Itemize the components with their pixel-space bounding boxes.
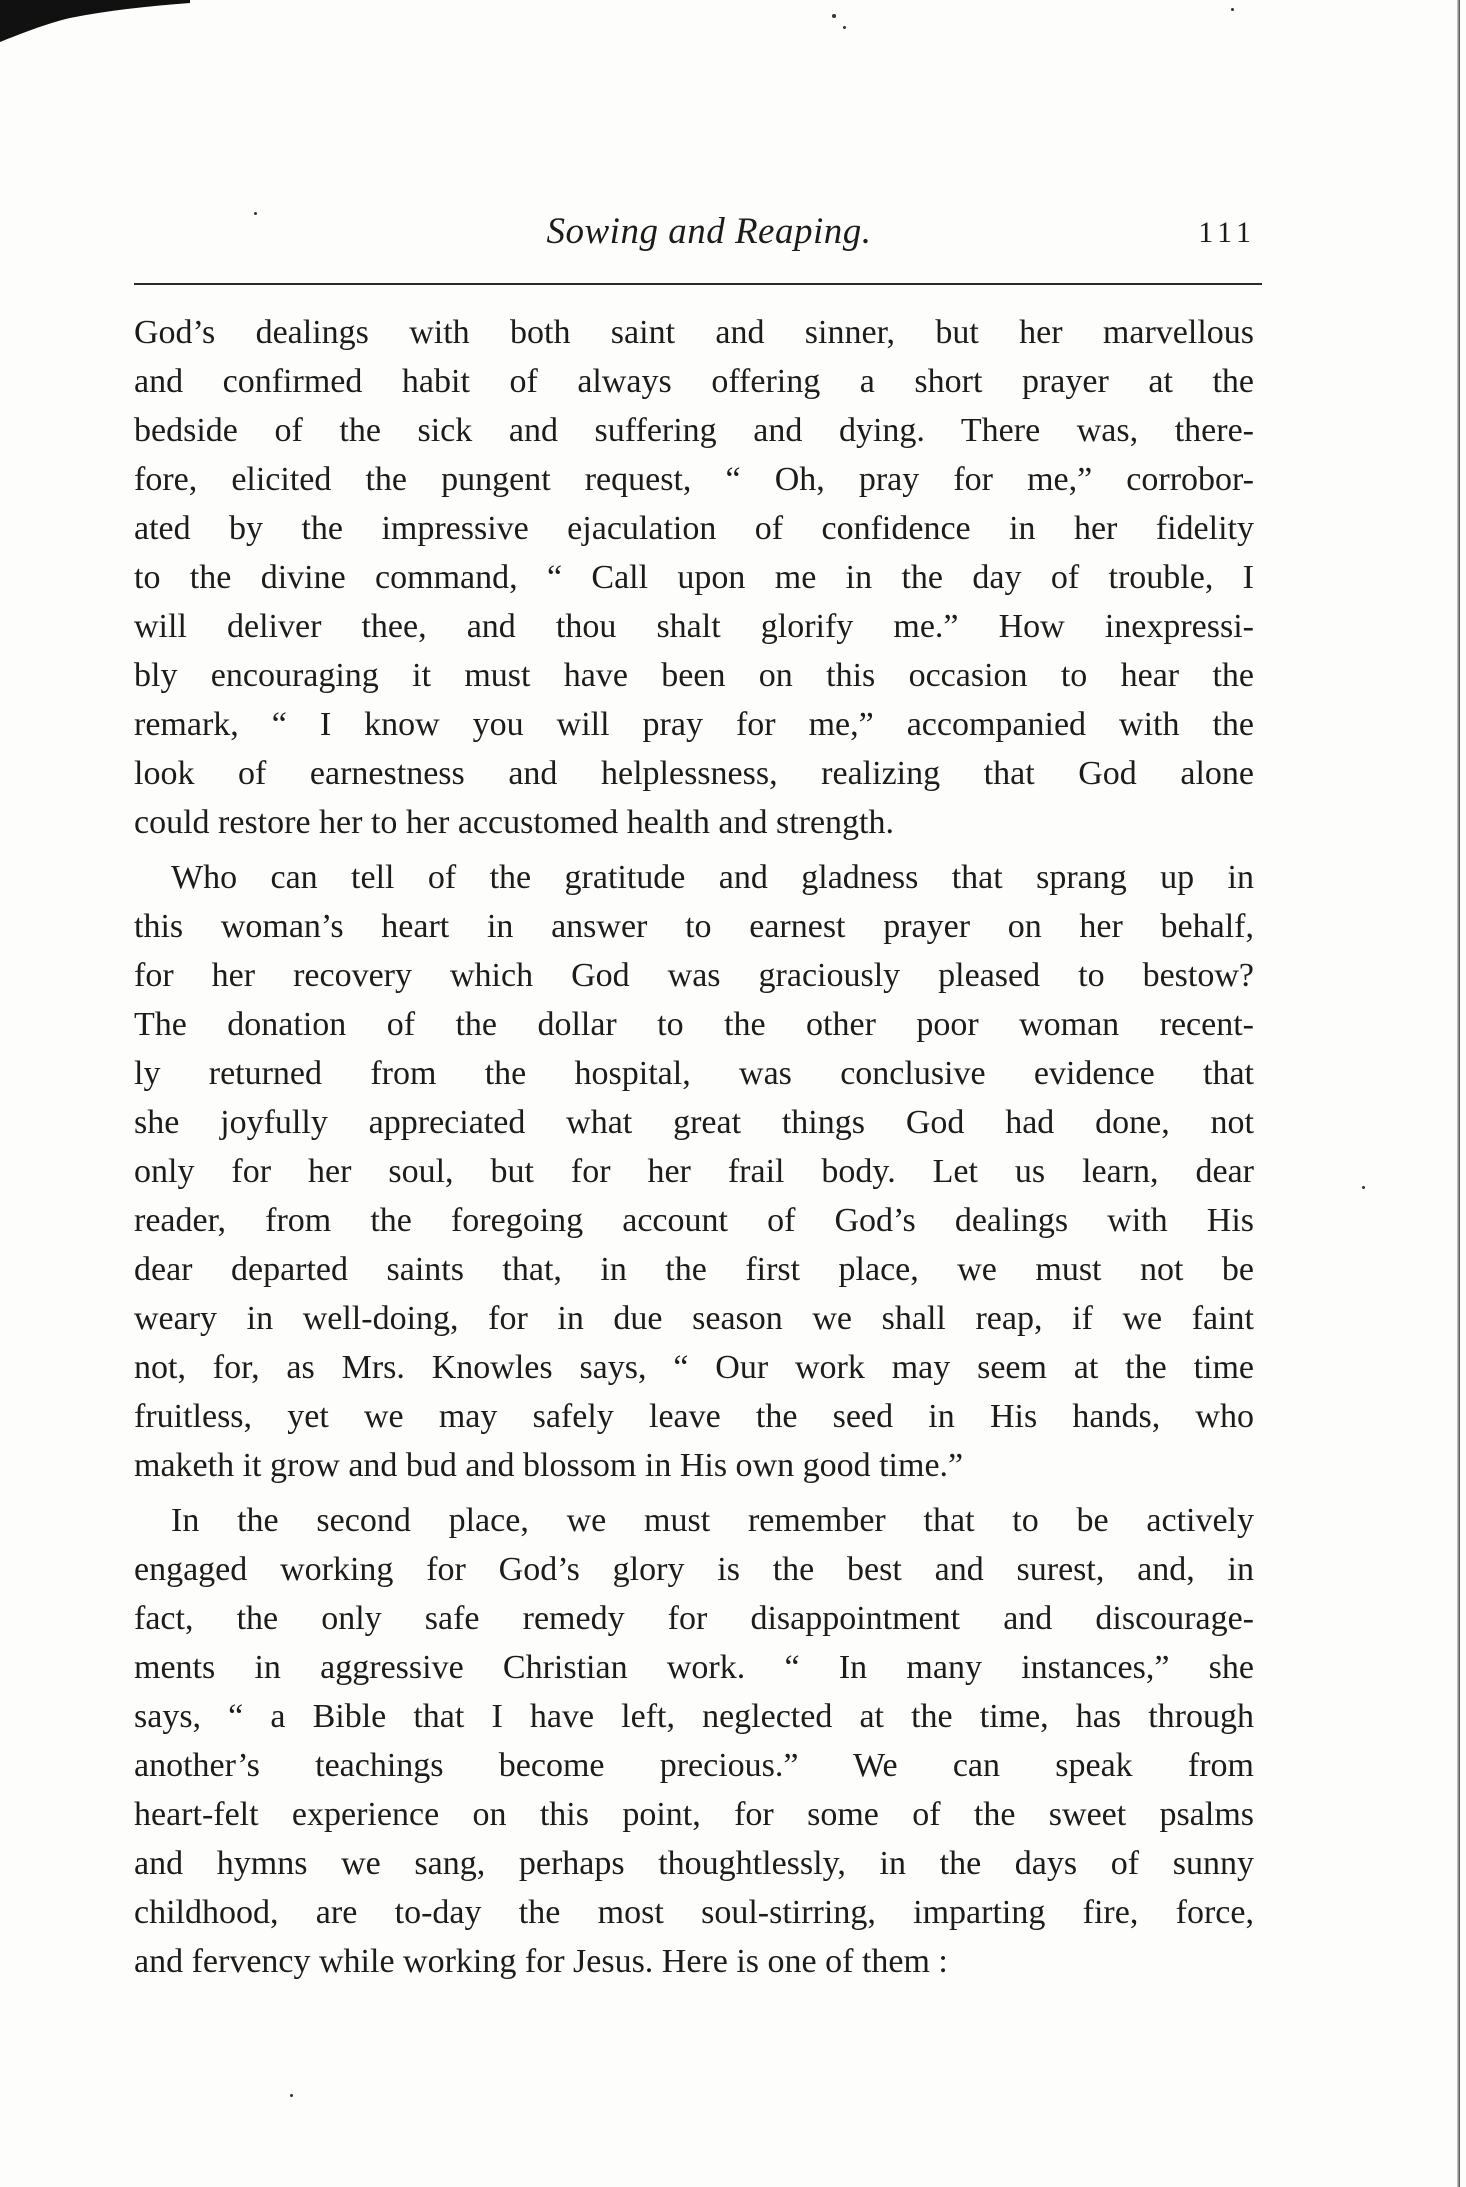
text-line: engaged working for God’s glory is the best and surest, and, in [134,1551,1254,1588]
running-title: Sowing and Reaping. [546,211,872,252]
text-line: another’s teachings become precious.” We can speak from [134,1747,1254,1784]
text-line: weary in well-doing, for in due season we shall reap, if we faint [134,1300,1254,1337]
text-line: and fervency while working for Jesus. Here is one of them : [134,1943,948,1980]
text-line: and hymns we sang, perhaps thoughtlessly, in the days of sunny [134,1845,1254,1882]
text-line: will deliver thee, and thou shalt glorify me.” How inexpressi- [134,608,1254,645]
text-line: look of earnestness and helplessness, realizing that God alone [134,755,1254,792]
text-line: to the divine command, “ Call upon me in the day of trouble, I [134,559,1254,596]
text-line: not, for, as Mrs. Knowles says, “ Our work may seem at the time [134,1349,1254,1386]
scan-speck [832,14,836,18]
paragraph-2 [134,853,1254,1490]
text-line: maketh it grow and bud and blossom in His own good time.” [134,1447,964,1484]
page-number: 111 [1198,216,1256,249]
text-line: only for her soul, but for her frail body. Let us learn, dear [134,1153,1254,1190]
scan-corner-smudge [0,0,190,44]
text-line: fact, the only safe remedy for disappointment and discourage- [134,1600,1254,1637]
scan-edge-line [1457,0,1460,2187]
text-line: bly encouraging it must have been on this occasion to hear the [134,657,1254,694]
text-line: this woman’s heart in answer to earnest prayer on her behalf, [134,908,1254,945]
text-line: dear departed saints that, in the first place, we must not be [134,1251,1254,1288]
paragraph-3 [134,1496,1254,1986]
text-line: she joyfully appreciated what great things God had done, not [134,1104,1254,1141]
text-line: ments in aggressive Christian work. “ In many instances,” she [134,1649,1254,1686]
text-line: says, “ a Bible that I have left, neglected at the time, has through [134,1698,1254,1735]
text-line: could restore her to her accustomed health and strength. [134,804,895,841]
text-line: heart-felt experience on this point, for some of the sweet psalms [134,1796,1254,1833]
scan-speck [1231,8,1234,11]
scan-speck [843,26,846,29]
text-line: remark, “ I know you will pray for me,” accompanied with the [134,706,1254,743]
text-line: The donation of the dollar to the other poor woman recent- [134,1006,1254,1043]
text-line: Who can tell of the gratitude and gladness that sprang up in [171,859,1254,896]
text-line: reader, from the foregoing account of God’s dealings with His [134,1202,1254,1239]
scan-speck [290,2094,293,2097]
text-line: ated by the impressive ejaculation of confidence in her fidelity [134,510,1254,547]
paragraph-1 [134,308,1254,847]
text-line: fore, elicited the pungent request, “ Oh, pray for me,” corrobor- [134,461,1254,498]
text-line: and confirmed habit of always offering a short prayer at the [134,363,1254,400]
running-head [134,210,1264,270]
text-line: ly returned from the hospital, was conclusive evidence that [134,1055,1254,1092]
header-rule [134,283,1262,285]
text-line: In the second place, we must remember that to be actively [171,1502,1254,1539]
text-line: bedside of the sick and suffering and dying. There was, there- [134,412,1254,449]
scan-speck [1362,1186,1365,1189]
text-line: God’s dealings with both saint and sinner, but her marvellous [134,314,1254,351]
text-line: fruitless, yet we may safely leave the seed in His hands, who [134,1398,1254,1435]
text-line: for her recovery which God was graciously pleased to bestow? [134,957,1254,994]
text-line: childhood, are to-day the most soul-stirring, imparting fire, force, [134,1894,1254,1931]
body-text [134,308,1254,1992]
